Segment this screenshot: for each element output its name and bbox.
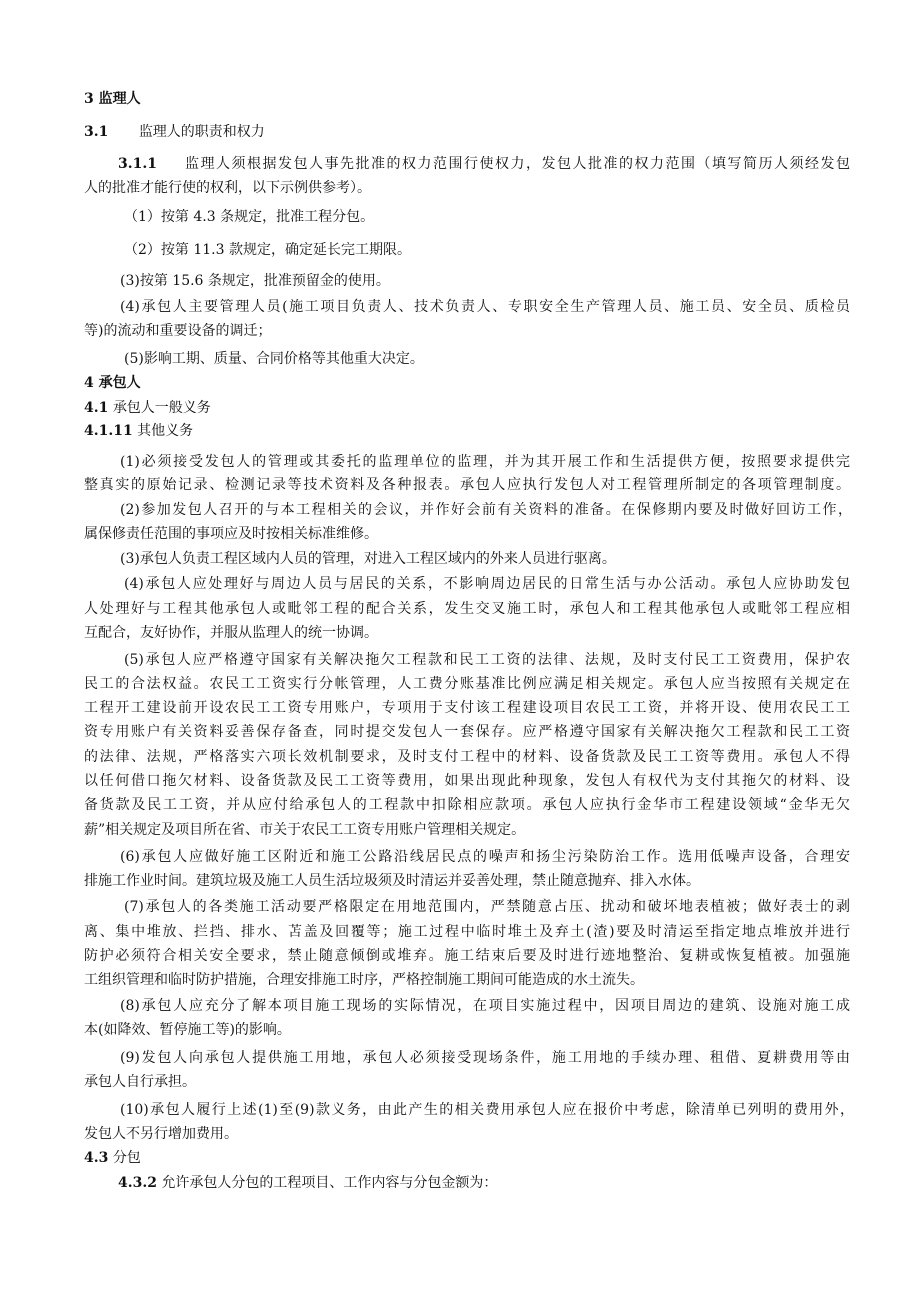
item-3-1-1: （1）按第 4.3 条规定，批准工程分包。 bbox=[124, 209, 375, 225]
paragraph-4-3-2 bbox=[118, 1170, 860, 1196]
heading-4-3 bbox=[84, 1145, 860, 1171]
clause-number: 3.1.1 bbox=[118, 156, 157, 172]
heading-title: 其他义务 bbox=[137, 423, 194, 439]
heading-title: 监理人 bbox=[98, 91, 141, 107]
obligation-5-line-5: 的法律、法规，严格落实六项长效机制要求，及时支付工程中的材料、设备货款及民工工资等费用。承包人不得 bbox=[84, 749, 850, 765]
heading-number: 4.1.11 bbox=[84, 423, 133, 439]
obligation-5-line-8: 薪”相关规定及项目所在省、市关于农民工工资专用账户管理相关规定。 bbox=[84, 822, 526, 838]
obligation-4-line-3: 互配合，友好协作，并服从监理人的统一协调。 bbox=[84, 625, 378, 641]
clause-number: 4.3.2 bbox=[118, 1175, 157, 1191]
heading-number: 4.3 bbox=[84, 1150, 109, 1166]
obligation-2-line-1: (2)参加发包人召开的与本工程相关的会议，并作好会前有关资料的准备。在保修期内要及时做好回访工作， bbox=[120, 502, 852, 518]
heading-3 bbox=[84, 86, 860, 112]
obligation-5-line-4: 资专用账户有关资料妥善保存备查，同时提交发包人一套保存。应严格遵守国家有关解决拖欠工程款和民工工资 bbox=[84, 724, 850, 740]
obligation-9-line-2: 承包人自行承担。 bbox=[84, 1074, 196, 1090]
heading-3-1 bbox=[84, 119, 860, 145]
paragraph-text: 允许承包人分包的工程项目、工作内容与分包金额为： bbox=[161, 1175, 498, 1191]
obligation-5-line-6: 以任何借口拖欠材料、设备货款及民工工资等费用，如果出现此种现象，发包人有权代为支付其拖欠的材料、设 bbox=[84, 773, 850, 789]
heading-title: 监理人的职责和权力 bbox=[138, 124, 265, 140]
heading-number: 3 bbox=[84, 91, 94, 107]
obligation-5-line-3: 工程开工建设前开设农民工工资专用账户，专项用于支付该工程建设项目农民工工资，并将开设、使用农民工工 bbox=[84, 700, 850, 716]
paragraph-text: 监理人须根据发包人事先批准的权力范围行使权力，发包人批准的权力范围（填写简历人须经发包 bbox=[184, 156, 850, 172]
obligation-6-line-1: (6)承包人应做好施工区附近和施工公路沿线居民点的噪声和扬尘污染防治工作。选用低噪声设备，合理安 bbox=[120, 849, 850, 865]
obligation-7-line-3: 防护必须符合相关安全要求，禁止随意倾倒或堆弃。施工结束后要及时进行迹地整治、复耕或恢复植被。加强施 bbox=[84, 948, 850, 964]
obligation-1-line-2: 整真实的原始记录、检测记录等技术资料及各种报表。承包人应执行发包人对工程管理所制定的各项管理制度。 bbox=[84, 477, 850, 493]
obligation-8-line-2: 本(如降效、暂停施工等)的影响。 bbox=[84, 1022, 291, 1038]
heading-title: 承包人 bbox=[98, 375, 141, 391]
item-3-1-4-line-1: (4)承包人主要管理人员(施工项目负责人、技术负责人、专职安全生产管理人员、施工员、安全员、质检员 bbox=[120, 299, 850, 315]
obligation-10-line-1: (10)承包人履行上述(1)至(9)款义务，由此产生的相关费用承包人应在报价中考虑，除清单已列明的费用外， bbox=[120, 1102, 854, 1118]
obligation-1-line-1: (1)必须接受发包人的管理或其委托的监理单位的监理，并为其开展工作和生活提供方便，按照要求提供完 bbox=[120, 454, 850, 470]
obligation-7-line-1: (7)承包人的各类施工活动要严格限定在用地范围内，严禁随意占压、扰动和破坏地表植被；做好表士的剥 bbox=[124, 899, 850, 915]
heading-4 bbox=[84, 370, 860, 396]
item-3-1-5: (5)影响工期、质量、合同价格等其他重大决定。 bbox=[124, 351, 424, 367]
obligation-7-line-4: 工组织管理和临时防护措施，合理安排施工时序，严格控制施工期间可能造成的水土流失。 bbox=[84, 972, 644, 988]
heading-title: 承包人一般义务 bbox=[112, 400, 211, 416]
paragraph-3-1-1-line-1 bbox=[118, 151, 850, 177]
obligation-8-line-1: (8)承包人应充分了解本项目施工现场的实际情况，在项目实施过程中，因项目周边的建筑、设施对施工成 bbox=[120, 998, 850, 1014]
paragraph-3-1-1-line-2: 人的批准才能行使的权利，以下示例供参考）。 bbox=[84, 180, 371, 196]
obligation-3-line-1: (3)承包人负责工程区域内人员的管理，对进入工程区域内的外来人员进行驱离。 bbox=[120, 551, 616, 567]
heading-title: 分包 bbox=[112, 1150, 141, 1166]
item-3-1-2: （2）按第 11.3 款规定，确定延长完工期限。 bbox=[124, 242, 411, 258]
obligation-4-line-2: 人处理好与工程其他承包人或毗邻工程的配合关系，发生交叉施工时，承包人和工程其他承包人或毗邻工程应相 bbox=[84, 601, 850, 617]
obligation-4-line-1: (4)承包人应处理好与周边人员与居民的关系，不影响周边居民的日常生活与办公活动。承包人应协助发包 bbox=[124, 576, 850, 592]
heading-4-1-11 bbox=[84, 418, 860, 444]
obligation-5-line-7: 备货款及民工工资，并从应付给承包人的工程款中扣除相应款项。承包人应执行金华市工程建设领域“金华无欠 bbox=[84, 797, 850, 813]
heading-number: 3.1 bbox=[84, 124, 109, 140]
obligation-2-line-2: 属保修责任范围的事项应及时按相关标准维修。 bbox=[84, 526, 378, 542]
obligation-10-line-2: 发包人不另行增加费用。 bbox=[84, 1126, 238, 1142]
obligation-9-line-1: (9)发包人向承包人提供施工用地，承包人必须接受现场条件，施工用地的手续办理、租借、夏耕费用等由 bbox=[120, 1050, 850, 1066]
heading-number: 4.1 bbox=[84, 400, 109, 416]
obligation-5-line-2: 民工的合法权益。农民工工资实行分帐管理，人工费分账基准比例应满足相关规定。承包人应当按照有关规定在 bbox=[84, 676, 850, 692]
item-3-1-3: (3)按第 15.6 条规定，批准预留金的使用。 bbox=[120, 273, 390, 289]
obligation-6-line-2: 排施工作业时间。建筑垃圾及施工人员生活垃圾须及时清运并妥善处理，禁止随意抛弃、排入水体。 bbox=[84, 873, 700, 889]
heading-number: 4 bbox=[84, 375, 94, 391]
obligation-5-line-1: (5)承包人应严格遵守国家有关解决拖欠工程款和民工工资的法律、法规，及时支付民工工资费用，保护农 bbox=[124, 652, 850, 668]
item-3-1-4-line-2: 等)的流动和重要设备的调迁； bbox=[84, 323, 272, 339]
obligation-7-line-2: 离、集中堆放、拦挡、排水、苫盖及回覆等；施工过程中临时堆土及弃土(渣)要及时清运至指定地点堆放并进行 bbox=[84, 924, 850, 940]
